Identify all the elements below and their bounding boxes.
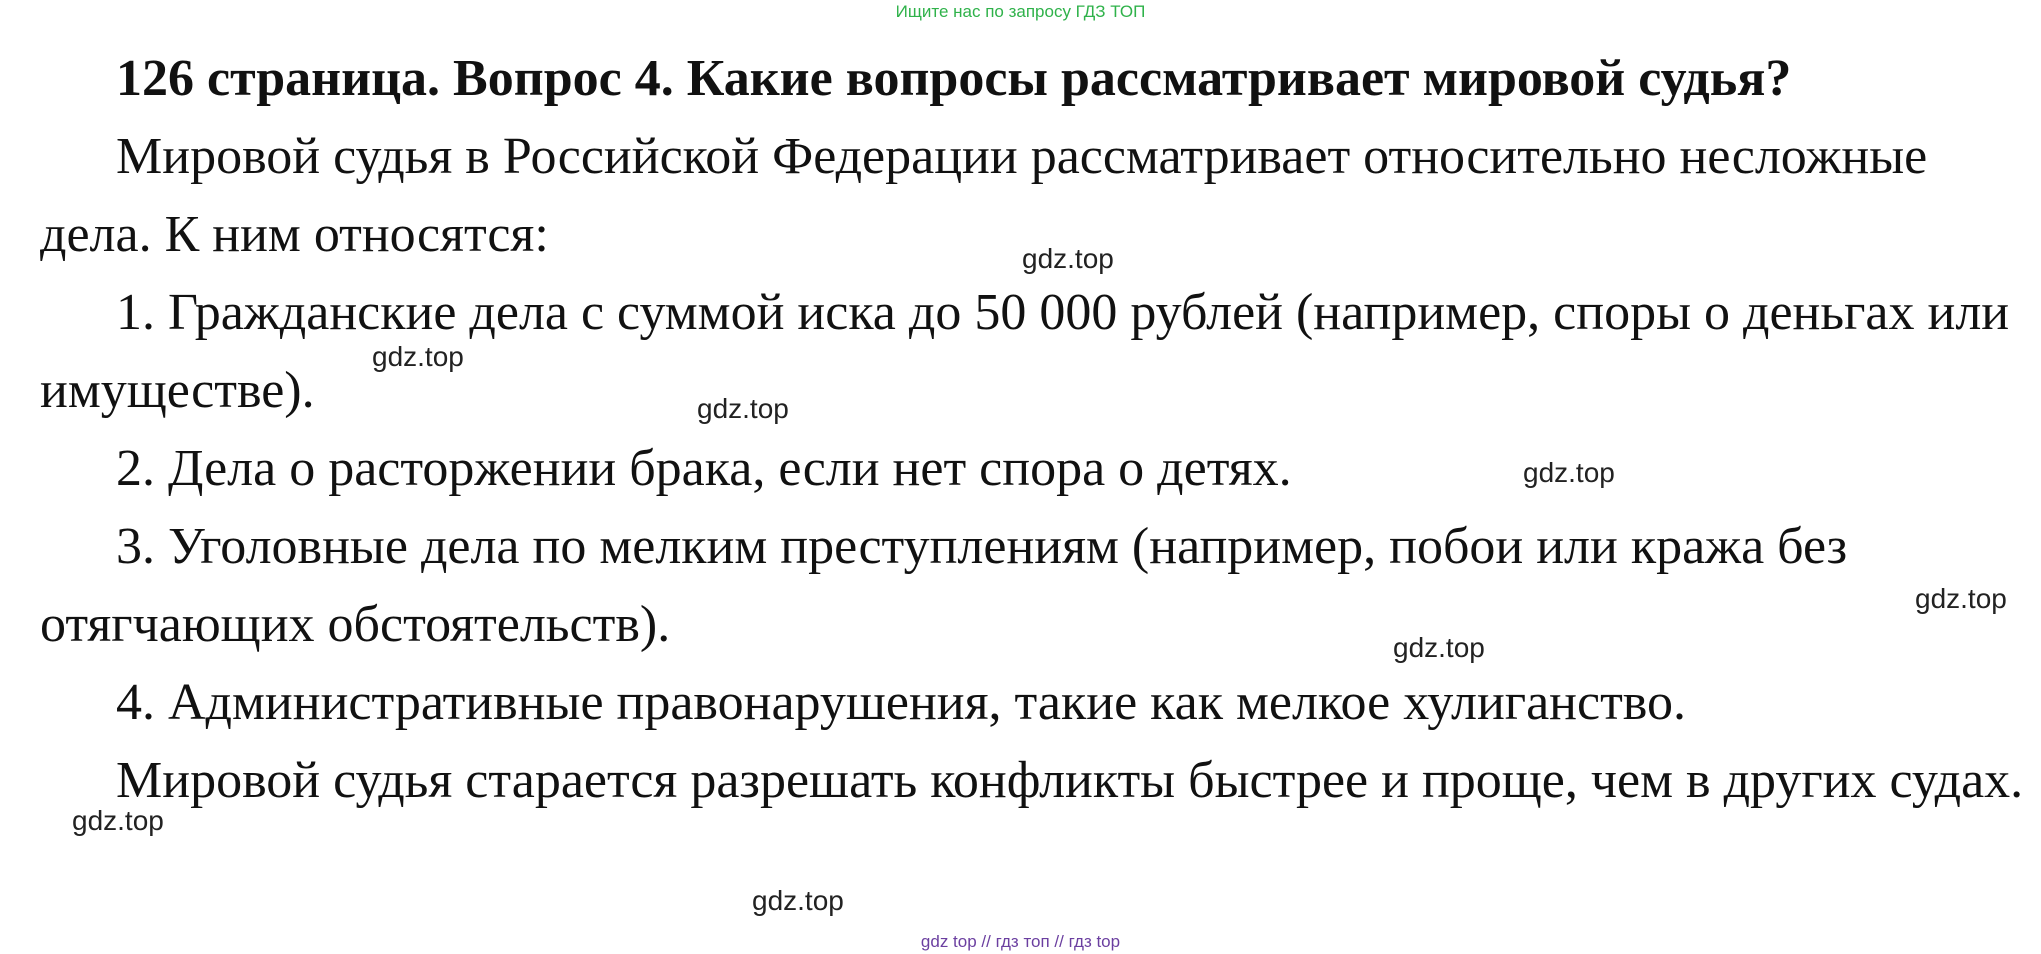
page-title: 126 страница. Вопрос 4. Какие вопросы рассматривает мировой судья? bbox=[116, 50, 1792, 107]
header-note[interactable]: Ищите нас по запросу ГДЗ ТОП bbox=[895, 2, 1146, 21]
watermark: gdz.top bbox=[697, 393, 789, 424]
watermark: gdz.top bbox=[1393, 632, 1485, 663]
watermark: gdz.top bbox=[752, 885, 844, 916]
intro-paragraph: Мировой судья в Российской Федерации рассматривает относительно несложные дела. К ним относятся: bbox=[40, 128, 1928, 263]
footer-links[interactable]: gdz top // гдз топ // гдз top bbox=[920, 932, 1121, 951]
watermark: gdz.top bbox=[1523, 457, 1615, 488]
watermark: gdz.top bbox=[372, 341, 464, 372]
watermark: gdz.top bbox=[72, 805, 164, 836]
conclusion-paragraph: Мировой судья старается разрешать конфликты быстрее и проще, чем в других судах. bbox=[116, 752, 2024, 809]
list-item-administrative: 4. Административные правонарушения, такие как мелкое хулиганство. bbox=[116, 674, 1687, 731]
list-item-criminal: 3. Уголовные дела по мелким преступлениям (например, побои или кража без отягчающих обстоятельств). bbox=[40, 518, 1848, 653]
list-item-divorce: 2. Дела о расторжении брака, если нет спора о детях. bbox=[116, 440, 1292, 497]
document-body bbox=[40, 40, 2030, 820]
watermark: gdz.top bbox=[1915, 583, 2007, 614]
watermark: gdz.top bbox=[1022, 243, 1114, 274]
list-item-civil: 1. Гражданские дела с суммой иска до 50 000 рублей (например, споры о деньгах или имуществе). bbox=[40, 284, 2010, 419]
